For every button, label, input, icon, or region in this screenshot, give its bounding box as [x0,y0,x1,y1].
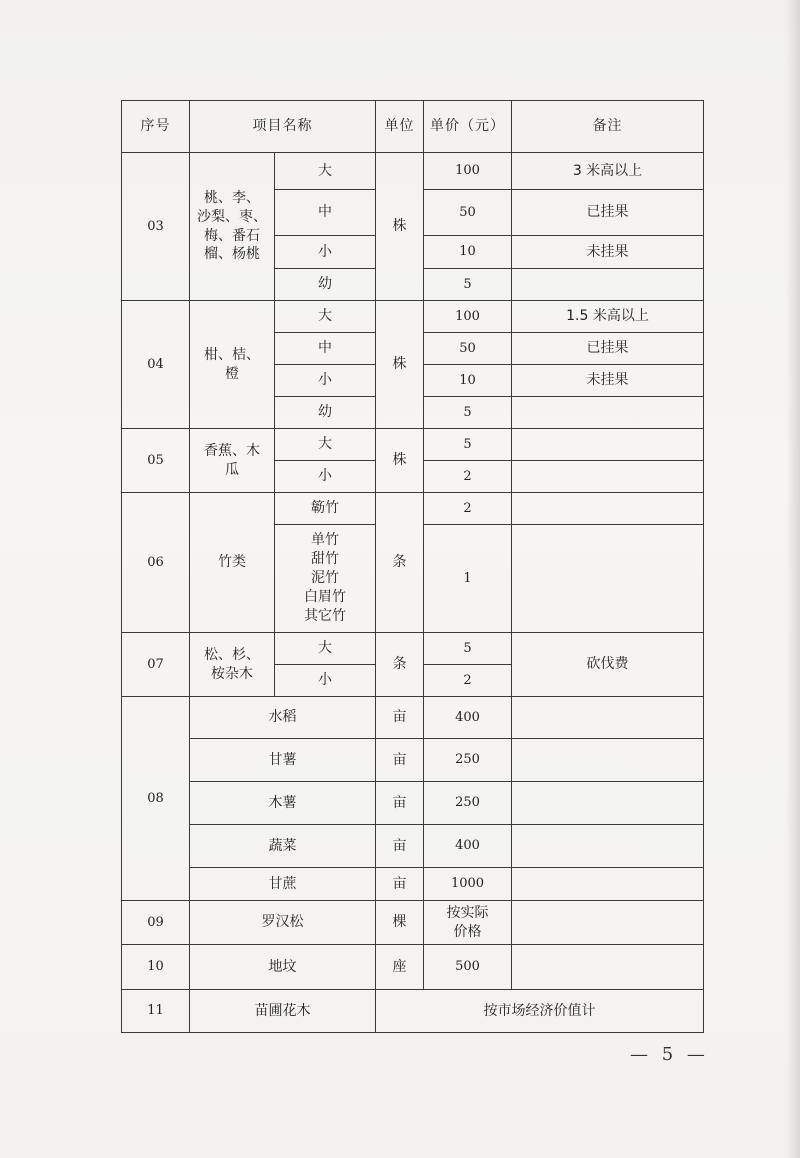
row-unit: 条 [376,633,424,697]
row-item-name: 地坟 [190,945,376,990]
row-item-name: 罗汉松 [190,901,376,945]
row-remark: 1.5 米高以上 [512,301,704,333]
row-unit: 株 [376,153,424,301]
row-size: 大 [275,429,376,461]
page-number: — 5 — [630,1044,709,1065]
page-edge-shadow [786,0,800,1158]
row-item-name: 甘薯 [190,739,376,782]
row-remark: 未挂果 [512,236,704,269]
row-size: 大 [275,301,376,333]
row-item-name: 香蕉、木 瓜 [190,429,275,493]
row-remark [512,782,704,825]
table-row [122,945,704,990]
row-price: 400 [424,697,512,739]
row-price: 250 [424,739,512,782]
table-row [122,782,704,825]
row-price: 5 [424,397,512,429]
row-price: 5 [424,429,512,461]
row-size: 大 [275,633,376,665]
row-size: 幼 [275,269,376,301]
row-remark [512,945,704,990]
row-price: 400 [424,825,512,868]
row-size: 单竹 甜竹 泥竹 白眉竹 其它竹 [275,525,376,633]
row-remark [512,825,704,868]
row-price: 50 [424,333,512,365]
header-remark: 备注 [512,101,704,153]
row-price: 50 [424,190,512,236]
row-price: 1 [424,525,512,633]
row-unit: 株 [376,301,424,429]
table-row [122,493,704,525]
row-size: 小 [275,665,376,697]
row-seq: 07 [122,633,190,697]
row-unit: 亩 [376,868,424,901]
row-item-name: 苗圃花木 [190,990,376,1033]
row-unit: 条 [376,493,424,633]
row-note: 按市场经济价值计 [376,990,704,1033]
table-row [122,301,704,333]
row-size: 簕竹 [275,493,376,525]
row-remark [512,739,704,782]
table-row [122,901,704,945]
table-row [122,429,704,461]
row-unit: 棵 [376,901,424,945]
row-seq: 06 [122,493,190,633]
row-price: 500 [424,945,512,990]
row-unit: 亩 [376,782,424,825]
row-remark [512,397,704,429]
row-seq: 08 [122,697,190,901]
row-price: 按实际 价格 [424,901,512,945]
row-unit: 亩 [376,697,424,739]
row-remark [512,461,704,493]
table-header-row [122,101,704,153]
row-item-name: 松、杉、 桉杂木 [190,633,275,697]
row-price: 10 [424,365,512,397]
row-size: 小 [275,236,376,269]
row-price: 2 [424,665,512,697]
row-remark: 未挂果 [512,365,704,397]
row-item-name: 桃、李、 沙梨、枣、 梅、番石 榴、杨桃 [190,153,275,301]
row-size: 小 [275,365,376,397]
row-item-name: 木薯 [190,782,376,825]
table-row [122,825,704,868]
table-row [122,633,704,665]
row-price: 10 [424,236,512,269]
row-unit: 亩 [376,825,424,868]
header-unit-price: 单价（元） [424,101,512,153]
row-size: 大 [275,153,376,190]
row-seq: 10 [122,945,190,990]
row-remark [512,697,704,739]
row-price: 100 [424,153,512,190]
row-remark [512,493,704,525]
row-price: 2 [424,461,512,493]
row-remark: 已挂果 [512,190,704,236]
compensation-table [121,100,704,1033]
table-row [122,153,704,190]
row-price: 1000 [424,868,512,901]
header-unit: 单位 [376,101,424,153]
row-item-name: 水稻 [190,697,376,739]
row-size: 小 [275,461,376,493]
row-size: 中 [275,333,376,365]
row-unit: 座 [376,945,424,990]
row-seq: 11 [122,990,190,1033]
row-item-name: 竹类 [190,493,275,633]
row-price: 250 [424,782,512,825]
row-price: 5 [424,269,512,301]
row-price: 2 [424,493,512,525]
row-size: 中 [275,190,376,236]
row-seq: 04 [122,301,190,429]
row-remark: 砍伐费 [512,633,704,697]
row-seq: 03 [122,153,190,301]
row-remark [512,429,704,461]
row-item-name: 甘蔗 [190,868,376,901]
row-remark: 3 米高以上 [512,153,704,190]
table-row [122,739,704,782]
header-seq: 序号 [122,101,190,153]
row-remark [512,868,704,901]
table-row [122,868,704,901]
row-remark [512,901,704,945]
row-size: 幼 [275,397,376,429]
row-remark: 已挂果 [512,333,704,365]
row-seq: 09 [122,901,190,945]
row-price: 100 [424,301,512,333]
table-row [122,697,704,739]
row-seq: 05 [122,429,190,493]
row-unit: 株 [376,429,424,493]
header-item-name: 项目名称 [190,101,376,153]
row-remark [512,525,704,633]
row-unit: 亩 [376,739,424,782]
table-row [122,990,704,1033]
row-price: 5 [424,633,512,665]
row-item-name: 蔬菜 [190,825,376,868]
row-item-name: 柑、桔、 橙 [190,301,275,429]
row-remark [512,269,704,301]
